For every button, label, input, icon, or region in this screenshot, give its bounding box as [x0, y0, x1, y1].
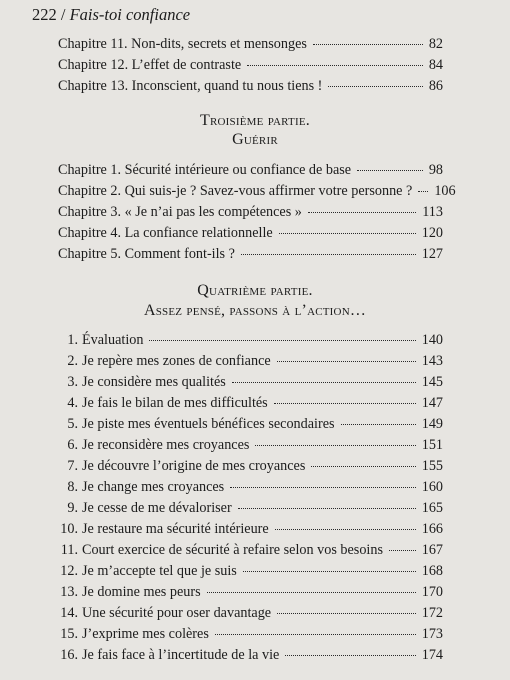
item-title: Je repère mes zones de confiance: [82, 353, 271, 369]
toc-row: [58, 225, 443, 242]
toc-page-number: 86: [428, 78, 443, 94]
item-number: 4.: [67, 395, 78, 411]
dot-leader: [149, 340, 415, 341]
dot-leader: [255, 445, 415, 446]
dot-leader: [215, 634, 416, 635]
toc-row: [58, 204, 443, 221]
toc-page-number: 168: [421, 563, 443, 579]
toc-entry-label: [58, 332, 143, 349]
toc-entry-label: [58, 584, 201, 601]
toc-entry-label: [58, 500, 232, 517]
toc-row: [58, 183, 456, 200]
item-title: Je domine mes peurs: [82, 584, 201, 600]
header-book-title: Fais-toi confiance: [69, 5, 191, 24]
toc-entry-label: Chapitre 12. L’effet de contraste: [58, 57, 242, 73]
toc-page-number: 127: [421, 246, 443, 262]
part-heading-line: Quatrième partie.: [197, 282, 313, 299]
item-title: Je reconsidère mes croyances: [82, 437, 250, 453]
item-title: Je fais le bilan de mes difficultés: [82, 395, 268, 411]
toc-entry-label: Chapitre 3. « Je n’ai pas les compétences »: [58, 204, 302, 220]
item-title: Évaluation: [82, 332, 144, 348]
toc-entry-label: Chapitre 11. Non-dits, secrets et mensonges: [58, 36, 307, 52]
dot-leader: [418, 191, 428, 192]
toc-row: [58, 500, 443, 517]
toc-entry-label: [58, 647, 279, 664]
item-number: 7.: [67, 458, 78, 474]
toc-entry-label: [58, 416, 335, 433]
item-number: 6.: [67, 437, 78, 453]
toc-page-number: 145: [421, 374, 443, 390]
toc-page-number: 165: [421, 500, 443, 516]
toc-page-number: 98: [428, 162, 443, 178]
toc-row: [58, 647, 443, 664]
dot-leader: [274, 403, 416, 404]
toc-entry-label: [58, 458, 305, 475]
toc-entry-label: Chapitre 1. Sécurité intérieure ou confiance de base: [58, 162, 352, 178]
dot-leader: [279, 233, 416, 234]
toc-row: [58, 246, 443, 263]
toc-page-number: 120: [421, 225, 443, 241]
dot-leader: [275, 529, 416, 530]
toc-row: [58, 416, 443, 433]
toc-row: [58, 563, 443, 580]
dot-leader: [232, 382, 416, 383]
dot-leader: [308, 212, 416, 213]
item-title: Je piste mes éventuels bénéfices secondaires: [82, 416, 335, 432]
item-title: J’exprime mes colères: [82, 626, 209, 642]
item-title: Je m’accepte tel que je suis: [82, 563, 237, 579]
item-number: 13.: [60, 584, 78, 600]
header-page-number: 222: [32, 5, 57, 24]
toc-entry-label: [58, 479, 224, 496]
toc-row: [58, 374, 443, 391]
dot-leader: [243, 571, 416, 572]
item-number: 15.: [60, 626, 78, 642]
dot-leader: [341, 424, 416, 425]
dot-leader: [311, 466, 415, 467]
toc-row: [58, 437, 443, 454]
item-number: 9.: [67, 500, 78, 516]
item-title: Je change mes croyances: [82, 479, 225, 495]
toc-row: [58, 605, 443, 622]
toc-entry-label: [58, 605, 271, 622]
item-number: 5.: [67, 416, 78, 432]
toc-row: [58, 542, 443, 559]
running-head: [32, 5, 190, 25]
dot-leader: [238, 508, 416, 509]
item-title: Je cesse de me dévaloriser: [82, 500, 232, 516]
item-title: Je découvre l’origine de mes croyances: [82, 458, 306, 474]
part-heading-line: Troisième partie.: [200, 112, 310, 129]
dot-leader: [328, 86, 422, 87]
dot-leader: [357, 170, 423, 171]
toc-entry-label: Chapitre 5. Comment font-ils ?: [58, 246, 235, 262]
part-heading-line: Guérir: [232, 131, 278, 148]
toc-page-number: 140: [421, 332, 443, 348]
toc-page-number: 106: [434, 183, 456, 199]
toc-page-number: 160: [421, 479, 443, 495]
header-separator: /: [60, 5, 66, 24]
toc-page-number: 173: [421, 626, 443, 642]
toc-page-number: 143: [421, 353, 443, 369]
toc-entry-label: [58, 395, 268, 412]
toc-entry-label: Chapitre 2. Qui suis-je ? Savez-vous affirmer votre personne ?: [58, 183, 413, 199]
dot-leader: [389, 550, 416, 551]
toc-entry-label: [58, 626, 209, 643]
toc-page-number: 149: [421, 416, 443, 432]
toc-entry-label: [58, 437, 249, 454]
toc-row: [58, 458, 443, 475]
part-heading-line: Assez pensé, passons à l’action…: [143, 302, 367, 319]
toc-page-number: 151: [421, 437, 443, 453]
item-number: 12.: [60, 563, 78, 579]
toc-entry-label: Chapitre 4. La confiance relationnelle: [58, 225, 273, 241]
dot-leader: [207, 592, 416, 593]
toc-entry-label: [58, 542, 383, 559]
toc-row: [58, 584, 443, 601]
toc-row: [58, 521, 443, 538]
toc-row: [58, 162, 443, 179]
dot-leader: [247, 65, 423, 66]
toc-page-number: 155: [421, 458, 443, 474]
item-title: Je fais face à l’incertitude de la vie: [82, 647, 280, 663]
toc-entry-label: [58, 353, 271, 370]
item-title: Une sécurité pour oser davantage: [82, 605, 272, 621]
toc-page-number: 82: [428, 36, 443, 52]
dot-leader: [285, 655, 415, 656]
toc-row: [58, 395, 443, 412]
toc-row: [58, 36, 443, 53]
toc-entry-label: [58, 521, 269, 538]
item-title: Je restaure ma sécurité intérieure: [82, 521, 269, 537]
item-number: 8.: [67, 479, 78, 495]
item-number: 14.: [60, 605, 78, 621]
toc-entry-label: [58, 374, 226, 391]
dot-leader: [230, 487, 416, 488]
toc-page-number: 166: [421, 521, 443, 537]
dot-leader: [241, 254, 416, 255]
toc-entry-label: [58, 563, 237, 580]
toc-page-number: 167: [421, 542, 443, 558]
item-number: 16.: [60, 647, 78, 663]
dot-leader: [313, 44, 423, 45]
toc-entry-label: Chapitre 13. Inconscient, quand tu nous tiens !: [58, 78, 323, 94]
toc-row: [58, 57, 443, 74]
dot-leader: [277, 613, 416, 614]
dot-leader: [277, 361, 416, 362]
toc-page-number: 170: [421, 584, 443, 600]
item-number: 2.: [67, 353, 78, 369]
item-number: 1.: [67, 332, 78, 348]
toc-page-number: 147: [421, 395, 443, 411]
toc-page-number: 113: [422, 204, 443, 220]
item-title: Court exercice de sécurité à refaire selon vos besoins: [82, 542, 383, 558]
toc-page-number: 172: [421, 605, 443, 621]
item-number: 10.: [60, 521, 78, 537]
item-number: 3.: [67, 374, 78, 390]
toc-row: [58, 332, 443, 349]
item-number: 11.: [60, 542, 78, 558]
toc-row: [58, 626, 443, 643]
toc-row: [58, 479, 443, 496]
item-title: Je considère mes qualités: [82, 374, 226, 390]
toc-page-number: 174: [421, 647, 443, 663]
toc-page-number: 84: [428, 57, 443, 73]
toc-row: [58, 353, 443, 370]
toc-row: [58, 78, 443, 95]
